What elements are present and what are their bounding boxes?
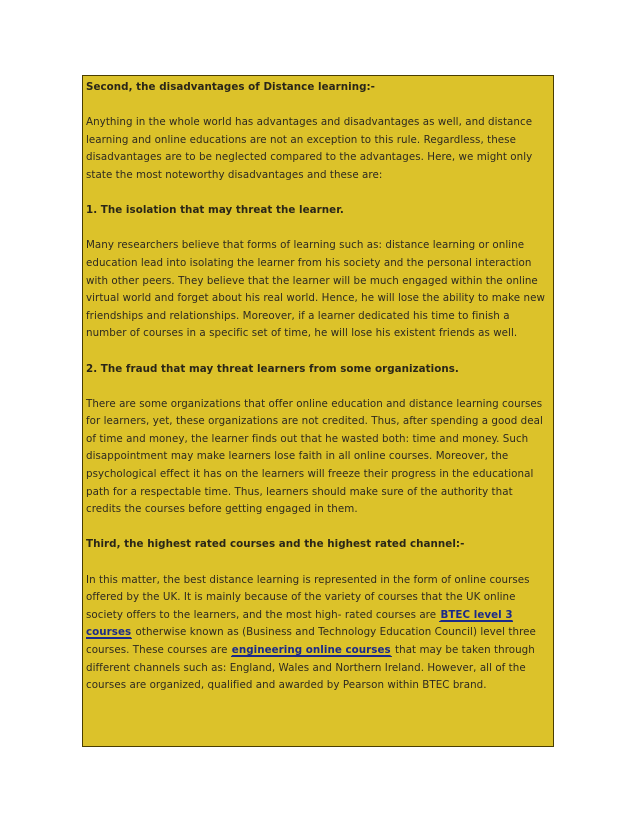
spacer bbox=[86, 378, 549, 396]
heading-highest-rated: Third, the highest rated courses and the highest rated channel:- bbox=[86, 538, 465, 551]
spacer bbox=[86, 519, 549, 537]
spacer bbox=[86, 97, 549, 115]
heading-isolation: 1. The isolation that may threat the learner. bbox=[86, 204, 344, 217]
highest-rated-text-2: otherwise known as (Business and Technology Education Council) level three courses. These courses are bbox=[86, 626, 536, 656]
intro-paragraph: Anything in the whole world has advantages and disadvantages as well, and distance learning and online educations are not an exception to this rule. Regardless, these disadvantages are to be neglected compared to the advantages. Here, we might only state the most noteworthy disadvantages and these are: bbox=[86, 116, 533, 181]
spacer bbox=[86, 554, 549, 572]
heading-disadvantages: Second, the disadvantages of Distance learning:- bbox=[86, 81, 375, 93]
highest-rated-text-3: that may be taken through different channels such as: England, Wales and Northern Ireland. However, all of the courses are organized, qualified and awarded by Pearson within BTEC brand. bbox=[86, 644, 535, 692]
engineering-online-courses-link[interactable]: engineering online courses bbox=[231, 644, 391, 656]
btec-level-3-link[interactable]: BTEC level 3 courses bbox=[86, 608, 513, 639]
spacer bbox=[86, 343, 549, 361]
highest-rated-text-1: In this matter, the best distance learning is represented in the form of online courses offered by the UK. It is mainly because of the variety of courses that the UK online society offers to the learners, and the most high- rated courses are bbox=[86, 573, 530, 621]
spacer bbox=[86, 185, 549, 203]
spacer bbox=[86, 220, 549, 238]
fraud-paragraph: There are some organizations that offer online education and distance learning courses for learners, yet, these organizations are not credited. Thus, after spending a good deal of time and money, the learner finds out that he wasted both: time and money. Such disappointment may make learners lose faith in all online courses. Moreover, the psychological effect it has on the learners will freeze their progress in the educational path for a respectable time. Thus, learners should make sure of the authority that credits the courses before getting engaged in them. bbox=[86, 397, 543, 516]
highest-rated-paragraph bbox=[86, 572, 549, 695]
isolation-paragraph: Many researchers believe that forms of learning such as: distance learning or online education lead into isolating the learner from his society and the personal interaction with other peers. They believe that the learner will be much engaged within the online virtual world and forget about his real world. Hence, he will lose the ability to make new friendships and relationships. Moreover, if a learner dedicated his time to finish a number of courses in a specific set of time, he will lose his existent friends as well. bbox=[86, 239, 545, 340]
heading-fraud: 2. The fraud that may threat learners from some organizations. bbox=[86, 362, 459, 375]
document-box bbox=[82, 75, 554, 747]
